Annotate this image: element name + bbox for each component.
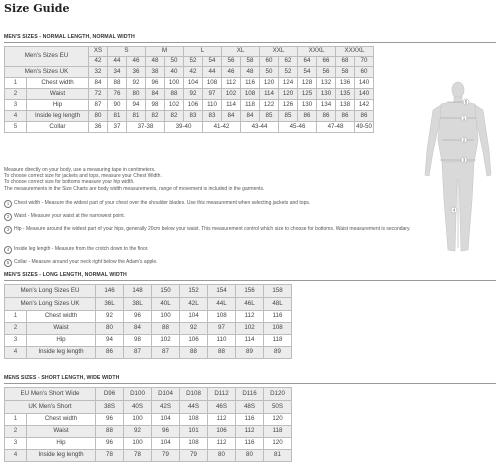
measurement-cell: 84 (222, 111, 241, 122)
uk-size-cell: 52 (279, 67, 298, 78)
eu-size-label: Men's Sizes EU (5, 47, 89, 67)
measurement-cell: 97 (208, 323, 236, 335)
measurement-cell: 86 (336, 111, 355, 122)
row-number: 3 (5, 100, 27, 111)
measuring-notes (4, 167, 404, 192)
measurement-cell: 83 (184, 111, 203, 122)
eu-size-cell: 48 (146, 57, 165, 67)
measurement-cell: 79 (180, 450, 208, 462)
long-section-title: MEN'S SIZES - LONG LENGTH, NORMAL WIDTH (4, 272, 127, 278)
short-size-table (4, 387, 292, 462)
eu-size-cell: 52 (184, 57, 203, 67)
eu-size-cell: 146 (96, 285, 124, 298)
head-shape (452, 82, 464, 98)
uk-size-cell: 38L (124, 298, 152, 311)
measurement-cell: 89 (236, 347, 264, 359)
measurement-cell: 118 (241, 100, 260, 111)
measurement-cell: 80 (89, 111, 108, 122)
measurement-cell: 96 (96, 414, 124, 426)
row-number: 5 (5, 122, 27, 133)
legend-text: Hip - Measure around the widest part of your hips, generally 20cm below your waist. This measurement control which size to choose for bottoms. Waist measurement is secondary. (14, 226, 411, 232)
measurement-cell: 49-50 (355, 122, 374, 133)
uk-size-cell: 34 (108, 67, 127, 78)
size-group: XXXXL (336, 47, 374, 57)
eu-size-cell: 50 (165, 57, 184, 67)
measurement-cell: 140 (355, 89, 374, 100)
measurement-cell: 39-40 (165, 122, 203, 133)
normal-size-table (4, 46, 374, 133)
uk-size-row (5, 298, 292, 311)
measurement-cell: 120 (260, 78, 279, 89)
measurement-row (5, 438, 292, 450)
torso-shape (438, 99, 478, 162)
measurement-cell: 41-42 (203, 122, 241, 133)
eu-size-row (5, 285, 292, 298)
note-line: The measurements in the Size Charts are body width measurements, range of movement is included in the garments. (4, 185, 265, 192)
measurement-cell: 104 (152, 414, 180, 426)
measurement-cell: 122 (260, 100, 279, 111)
measurement-cell: 130 (298, 100, 317, 111)
measurement-cell: 102 (152, 335, 180, 347)
measurement-label: Chest width (27, 414, 96, 426)
eu-size-cell: 44 (108, 57, 127, 67)
page-title: Size Guide (4, 2, 70, 15)
row-number: 4 (5, 111, 27, 122)
legend-text: Waist - Measure your waist at the narrowest point. (14, 213, 125, 219)
uk-size-row (5, 67, 374, 78)
uk-size-cell: 40 (165, 67, 184, 78)
eu-size-label: EU Men's Short Wide (5, 388, 96, 401)
measurement-label: Collar (27, 122, 89, 133)
measurement-label: Chest width (27, 311, 96, 323)
eu-size-cell: 54 (203, 57, 222, 67)
eu-size-cell: 154 (208, 285, 236, 298)
measurement-cell: 114 (236, 335, 264, 347)
eu-size-cell: 148 (124, 285, 152, 298)
measurement-cell: 81 (264, 450, 292, 462)
measurement-cell: 88 (108, 78, 127, 89)
measurement-label: Hip (27, 438, 96, 450)
measurement-cell: 96 (152, 426, 180, 438)
measurement-cell: 80 (96, 323, 124, 335)
measurement-cell: 100 (152, 311, 180, 323)
measurement-label: Chest width (27, 78, 89, 89)
measurement-row (5, 323, 292, 335)
eu-size-cell: 150 (152, 285, 180, 298)
eu-size-cell: D120 (264, 388, 292, 401)
eu-size-cell: D112 (208, 388, 236, 401)
number-badge: 2 (4, 213, 12, 221)
measurement-cell: 80 (236, 450, 264, 462)
eu-size-cell: 156 (236, 285, 264, 298)
number-badge: 5 (4, 259, 12, 267)
measurement-cell: 135 (336, 89, 355, 100)
measurement-cell: 45-46 (279, 122, 317, 133)
measurement-cell: 47-48 (317, 122, 355, 133)
legend-text: Inside leg length - Measure from the crotch down to the floor. (14, 246, 149, 252)
long-size-table (4, 284, 292, 359)
measurement-cell: 96 (146, 78, 165, 89)
measurement-cell: 104 (184, 78, 203, 89)
measurement-cell: 94 (96, 335, 124, 347)
eu-size-row (5, 388, 292, 401)
measurement-label: Inside leg length (27, 450, 96, 462)
measurement-row (5, 89, 374, 100)
measurement-cell: 87 (89, 100, 108, 111)
uk-size-cell: 32 (89, 67, 108, 78)
uk-size-row (5, 401, 292, 414)
uk-size-cell: 46L (236, 298, 264, 311)
size-group: S (108, 47, 146, 57)
uk-size-cell: 48 (241, 67, 260, 78)
measurement-cell: 88 (152, 323, 180, 335)
marker-label: 5 (464, 99, 468, 105)
measurement-cell: 80 (208, 450, 236, 462)
measurement-cell: 140 (355, 78, 374, 89)
legend-text: Chest width - Measure the widest part of your chest over the shoulder blades. Use this measurement when selecting jackets and tops. (14, 200, 311, 206)
measurement-cell: 81 (127, 111, 146, 122)
legend-text: Collar - Measure around your neck right below the Adam's apple. (14, 259, 158, 265)
eu-size-cell: D108 (180, 388, 208, 401)
uk-size-cell: 46 (222, 67, 241, 78)
measurement-label: Inside leg length (27, 111, 89, 122)
section-divider (4, 280, 496, 281)
measurement-cell: 92 (180, 323, 208, 335)
measurement-cell: 85 (279, 111, 298, 122)
measurement-cell: 106 (184, 100, 203, 111)
eu-size-cell: D100 (124, 388, 152, 401)
measurement-cell: 92 (124, 426, 152, 438)
measurement-cell: 106 (180, 335, 208, 347)
measurement-cell: 92 (96, 311, 124, 323)
number-badge: 1 (4, 200, 12, 208)
measurement-cell: 102 (222, 89, 241, 100)
measurement-cell: 142 (355, 100, 374, 111)
measurement-cell: 90 (108, 100, 127, 111)
measurement-cell: 36 (89, 122, 108, 133)
uk-size-cell: 42S (152, 401, 180, 414)
note-line: Measure directly on your body, use a measuring tape in centimeters. (4, 167, 156, 173)
measurement-label: Waist (27, 89, 89, 100)
number-badge: 3 (4, 226, 12, 234)
measurement-cell: 124 (279, 78, 298, 89)
measurement-cell: 80 (127, 89, 146, 100)
measurement-cell: 79 (152, 450, 180, 462)
measurement-cell: 110 (208, 335, 236, 347)
measurement-cell: 104 (152, 438, 180, 450)
uk-size-cell: 56 (317, 67, 336, 78)
measurement-cell: 82 (165, 111, 184, 122)
measurement-cell: 88 (208, 347, 236, 359)
row-number: 2 (5, 89, 27, 100)
uk-size-cell: 54 (298, 67, 317, 78)
uk-size-label: Men's Long Sizes UK (5, 298, 96, 311)
section-divider (4, 42, 496, 43)
measurement-cell: 100 (165, 78, 184, 89)
measurement-cell: 43-44 (241, 122, 279, 133)
measurement-cell: 72 (89, 89, 108, 100)
uk-size-cell: 36 (127, 67, 146, 78)
measurement-cell: 101 (180, 426, 208, 438)
measurement-row (5, 426, 292, 438)
measurement-cell: 110 (203, 100, 222, 111)
uk-size-cell: 38S (96, 401, 124, 414)
uk-size-cell: 38 (146, 67, 165, 78)
size-group: L (184, 47, 222, 57)
row-number: 1 (5, 414, 27, 426)
measurement-cell: 102 (165, 100, 184, 111)
uk-size-label: UK Men's Short (5, 401, 96, 414)
measurement-cell: 89 (264, 347, 292, 359)
measurement-cell: 84 (146, 89, 165, 100)
measurement-cell: 108 (180, 438, 208, 450)
measurement-row (5, 111, 374, 122)
size-group: XL (222, 47, 260, 57)
measurement-cell: 108 (203, 78, 222, 89)
eu-size-cell: 64 (298, 57, 317, 67)
uk-size-cell: 50 (260, 67, 279, 78)
measurement-cell: 125 (298, 89, 317, 100)
uk-size-cell: 48S (236, 401, 264, 414)
measurement-cell: 98 (124, 335, 152, 347)
eu-size-cell: 152 (180, 285, 208, 298)
measurement-cell: 84 (124, 323, 152, 335)
measurement-cell: 134 (317, 100, 336, 111)
row-number: 2 (5, 426, 27, 438)
measurement-cell: 108 (180, 414, 208, 426)
measurement-label: Inside leg length (27, 347, 96, 359)
measurement-cell: 132 (317, 78, 336, 89)
measurement-cell: 86 (317, 111, 336, 122)
marker-label: 3 (462, 157, 466, 163)
measurement-cell: 108 (208, 311, 236, 323)
uk-size-cell: 44 (203, 67, 222, 78)
normal-section-title: MEN'S SIZES - NORMAL LENGTH, NORMAL WIDTH (4, 34, 135, 40)
measurement-cell: 37-38 (127, 122, 165, 133)
row-number: 4 (5, 347, 27, 359)
eu-size-cell: 60 (260, 57, 279, 67)
uk-size-cell: 44S (180, 401, 208, 414)
measurement-cell: 114 (222, 100, 241, 111)
marker-label: 2 (462, 137, 466, 143)
eu-size-label: Men's Long Sizes EU (5, 285, 96, 298)
measurement-cell: 94 (127, 100, 146, 111)
measurement-cell: 106 (208, 426, 236, 438)
measurement-cell: 104 (180, 311, 208, 323)
measurement-cell: 88 (165, 89, 184, 100)
measurement-label: Hip (27, 335, 96, 347)
measurement-label: Hip (27, 100, 89, 111)
short-section-title: MENS SIZES - SHORT LENGTH, WIDE WIDTH (4, 375, 120, 381)
size-group: XXXL (298, 47, 336, 57)
measurement-cell: 112 (222, 78, 241, 89)
note-line: To choose correct size for jackets and tops, measure your Chest Width. (4, 173, 162, 180)
eu-size-cell: 46 (127, 57, 146, 67)
body-measurement-figure (418, 80, 498, 260)
uk-size-label: Men's Sizes UK (5, 67, 89, 78)
uk-size-cell: 40S (124, 401, 152, 414)
uk-size-cell: 42 (184, 67, 203, 78)
eu-size-cell: D116 (236, 388, 264, 401)
measurement-cell: 98 (146, 100, 165, 111)
measurement-cell: 78 (124, 450, 152, 462)
measurement-cell: 112 (208, 438, 236, 450)
measurement-cell: 92 (184, 89, 203, 100)
measurement-row (5, 450, 292, 462)
measurement-cell: 130 (317, 89, 336, 100)
row-number: 1 (5, 311, 27, 323)
uk-size-cell: 58 (336, 67, 355, 78)
measurement-row (5, 414, 292, 426)
measurement-cell: 112 (236, 426, 264, 438)
eu-size-cell: 56 (222, 57, 241, 67)
uk-size-cell: 44L (208, 298, 236, 311)
measurement-cell: 112 (208, 414, 236, 426)
measurement-cell: 82 (146, 111, 165, 122)
measurement-cell: 83 (203, 111, 222, 122)
measurement-cell: 92 (127, 78, 146, 89)
measurement-cell: 86 (96, 347, 124, 359)
uk-size-cell: 46S (208, 401, 236, 414)
eu-size-cell: 68 (336, 57, 355, 67)
measurement-cell: 88 (180, 347, 208, 359)
measurement-row (5, 311, 292, 323)
eu-size-cell: 158 (264, 285, 292, 298)
eu-size-cell: D96 (96, 388, 124, 401)
section-divider (4, 383, 496, 384)
measurement-cell: 118 (264, 426, 292, 438)
measurement-cell: 100 (124, 438, 152, 450)
measurement-cell: 97 (203, 89, 222, 100)
measurement-cell: 100 (124, 414, 152, 426)
measurement-cell: 120 (264, 438, 292, 450)
measurement-row (5, 335, 292, 347)
measurement-cell: 120 (264, 414, 292, 426)
measurement-cell: 120 (279, 89, 298, 100)
measurement-cell: 116 (236, 414, 264, 426)
uk-size-cell: 60 (355, 67, 374, 78)
uk-size-cell: 42L (180, 298, 208, 311)
eu-size-cell: 70 (355, 57, 374, 67)
measurement-cell: 96 (124, 311, 152, 323)
measurement-cell: 86 (298, 111, 317, 122)
uk-size-cell: 40L (152, 298, 180, 311)
row-number: 1 (5, 78, 27, 89)
measurement-cell: 76 (108, 89, 127, 100)
measurement-cell: 112 (236, 311, 264, 323)
eu-size-cell: 42 (89, 57, 108, 67)
uk-size-cell: 48L (264, 298, 292, 311)
size-group: M (146, 47, 184, 57)
measurement-cell: 114 (260, 89, 279, 100)
marker-label: 1 (462, 115, 466, 121)
measurement-row (5, 347, 292, 359)
measurement-cell: 86 (355, 111, 374, 122)
measurement-cell: 96 (96, 438, 124, 450)
uk-size-cell: 50S (264, 401, 292, 414)
uk-size-cell: 36L (96, 298, 124, 311)
measurement-cell: 108 (264, 323, 292, 335)
measurement-row (5, 78, 374, 89)
measurement-cell: 128 (298, 78, 317, 89)
eu-size-cell: 66 (317, 57, 336, 67)
eu-size-cell: D104 (152, 388, 180, 401)
measurement-cell: 136 (336, 78, 355, 89)
measurement-cell: 78 (96, 450, 124, 462)
size-group: XS (89, 47, 108, 57)
eu-size-cell: 58 (241, 57, 260, 67)
note-line: To choose correct size for bottoms measure your hip width. (4, 179, 135, 186)
eu-size-cell: 62 (279, 57, 298, 67)
measurement-cell: 116 (264, 311, 292, 323)
measurement-cell: 87 (152, 347, 180, 359)
measurement-cell: 102 (236, 323, 264, 335)
row-number: 4 (5, 450, 27, 462)
row-number: 2 (5, 323, 27, 335)
measurement-cell: 88 (96, 426, 124, 438)
measurement-cell: 87 (124, 347, 152, 359)
row-number: 3 (5, 335, 27, 347)
measurement-row (5, 100, 374, 111)
marker-label: 4 (452, 207, 456, 213)
measurement-cell: 108 (241, 89, 260, 100)
measurement-cell: 84 (89, 78, 108, 89)
measurement-cell: 138 (336, 100, 355, 111)
number-badge: 4 (4, 246, 12, 254)
measurement-cell: 84 (241, 111, 260, 122)
measurement-cell: 116 (236, 438, 264, 450)
measurement-cell: 85 (260, 111, 279, 122)
measurement-cell: 126 (279, 100, 298, 111)
measurement-cell: 118 (264, 335, 292, 347)
measurement-label: Waist (27, 323, 96, 335)
measurement-cell: 116 (241, 78, 260, 89)
measurement-label: Waist (27, 426, 96, 438)
measurement-cell: 81 (108, 111, 127, 122)
size-group: XXL (260, 47, 298, 57)
row-number: 3 (5, 438, 27, 450)
measurement-cell: 37 (108, 122, 127, 133)
measurement-row (5, 122, 374, 133)
